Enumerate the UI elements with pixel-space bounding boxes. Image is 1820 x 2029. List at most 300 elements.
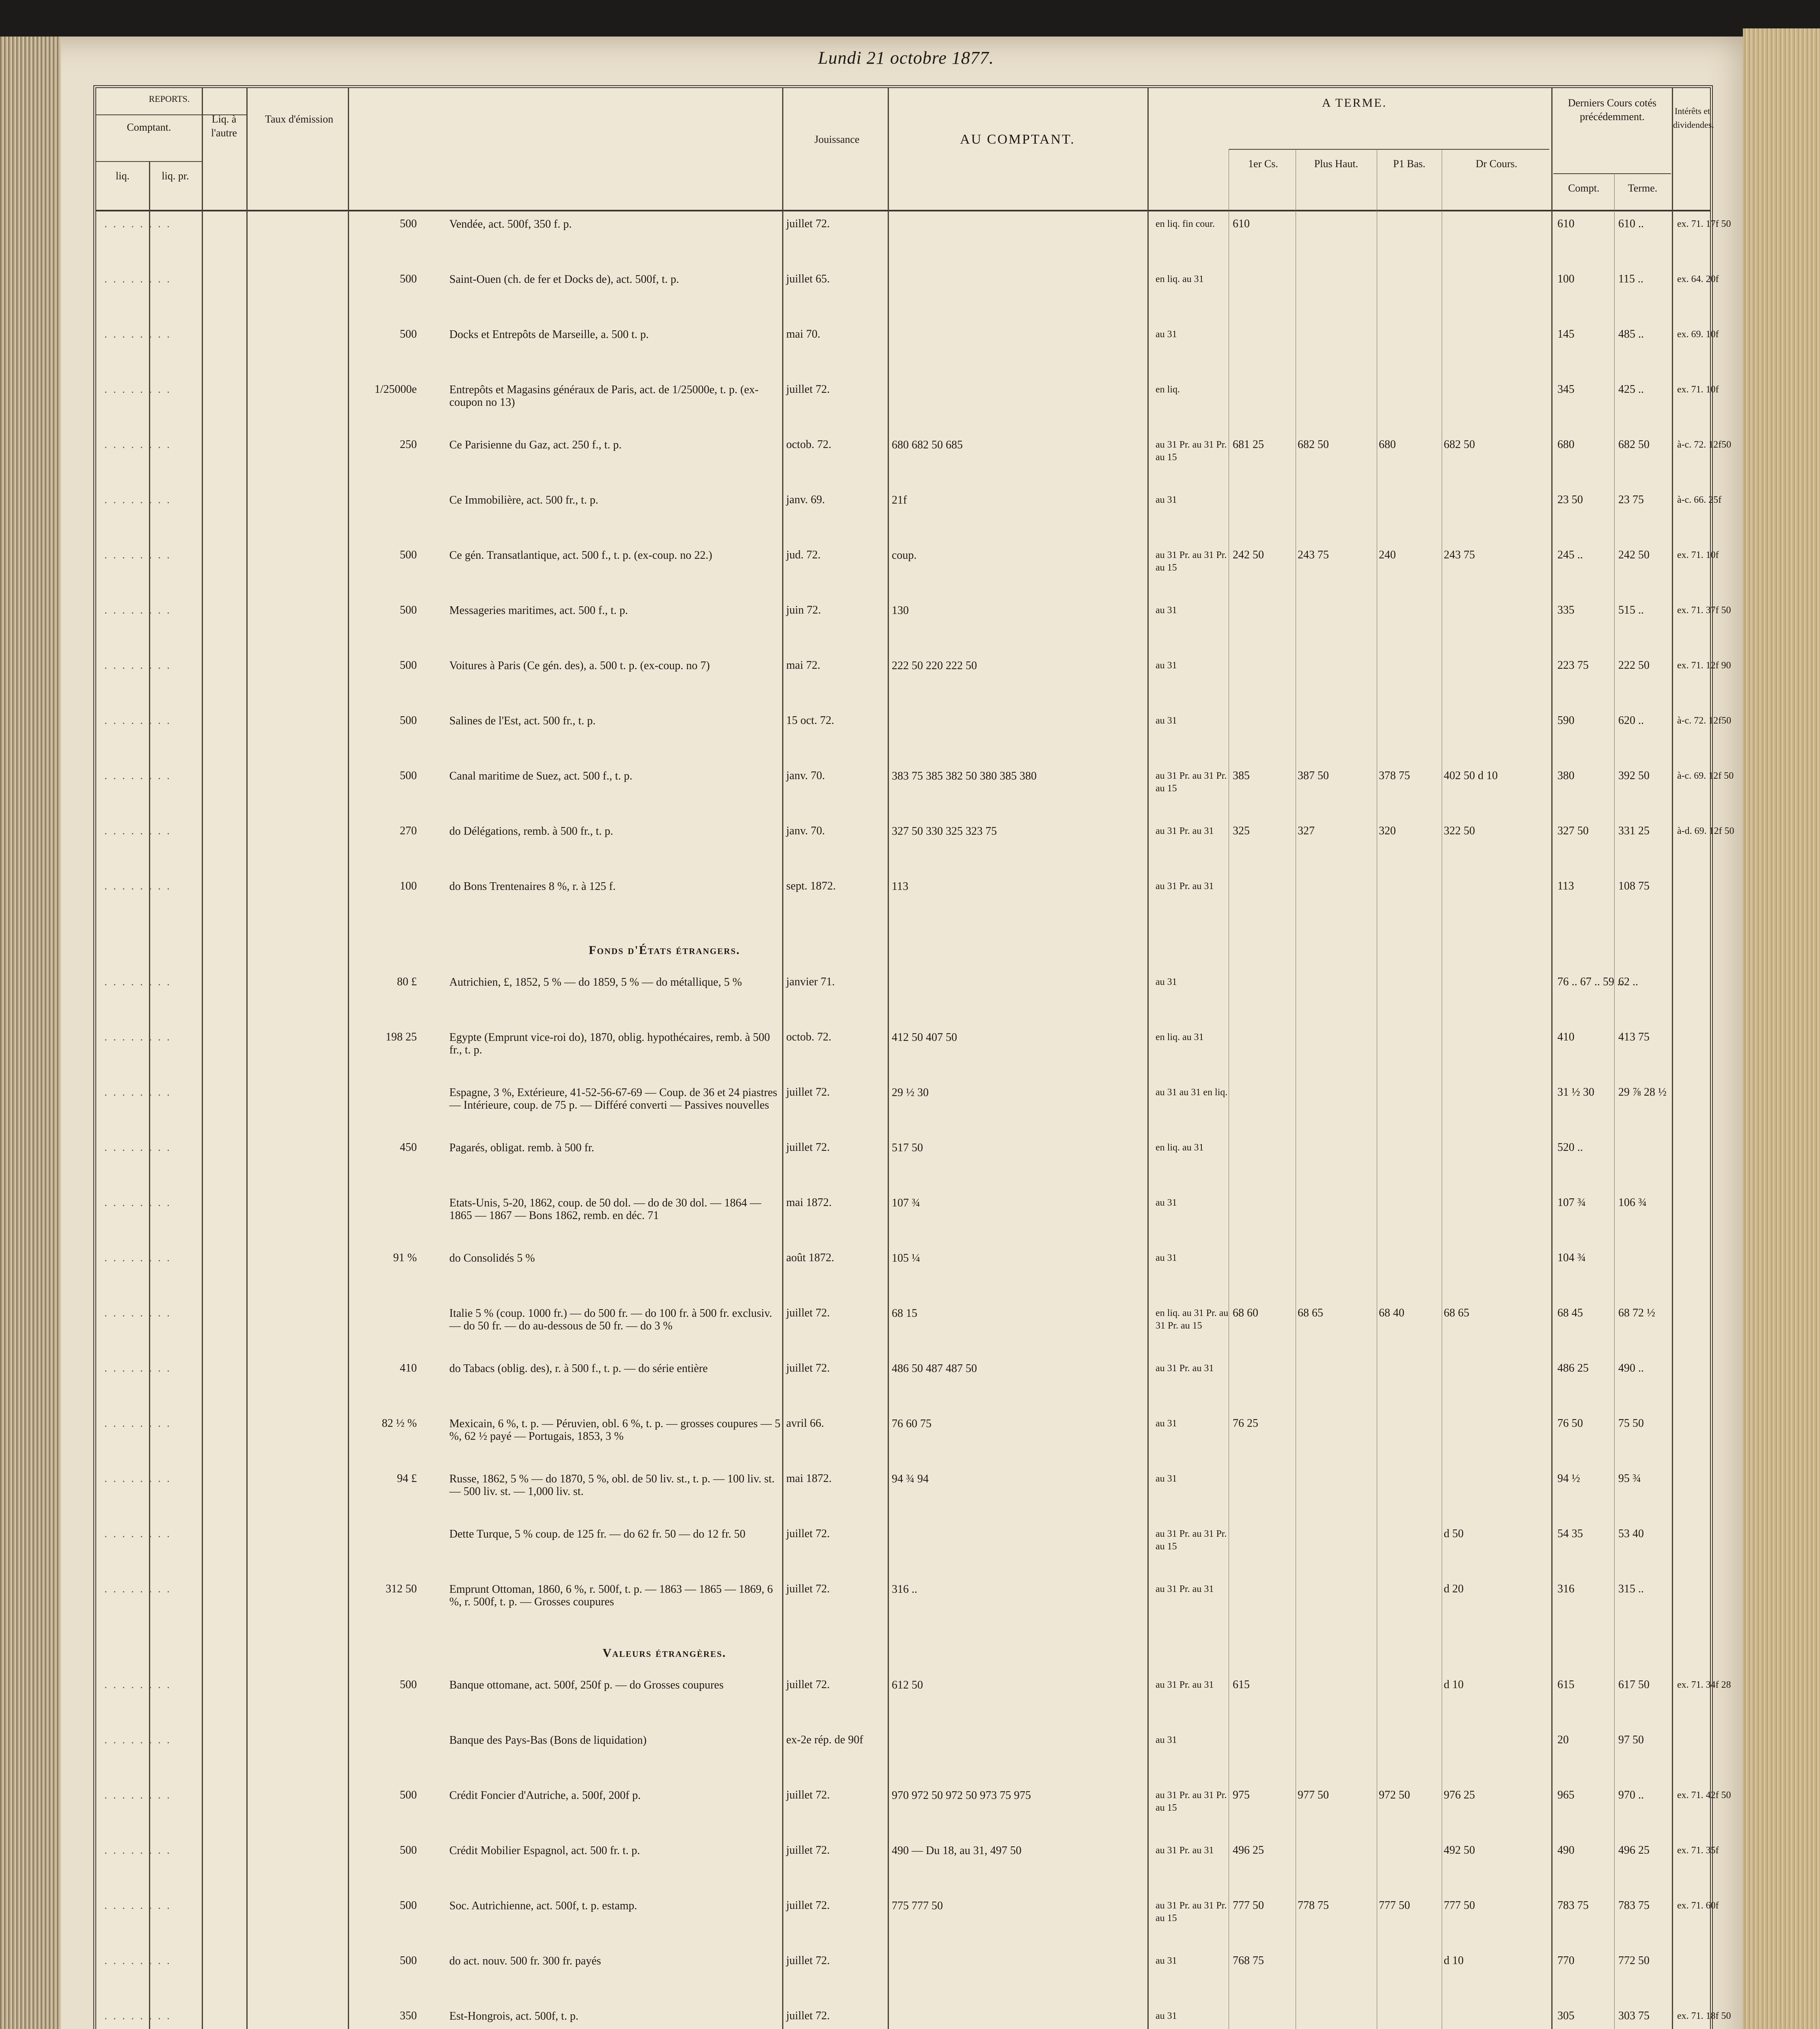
report-dots: . . . . . . . . (104, 880, 171, 892)
report-dots: . . . . . . . . (104, 1362, 171, 1374)
header-derniers-cours: Derniers Cours cotés précédemment. (1568, 97, 1657, 123)
cell-ech: au 31 Pr. au 31 (1156, 826, 1214, 836)
header-plus-bas: P1 Bas. (1393, 158, 1425, 170)
report-dots: . . . . . . . . (104, 1141, 171, 1154)
report-dots: . . . . . . . . (104, 1954, 171, 1967)
header-comptant: Comptant. (127, 121, 171, 133)
cell-ct: 29 ⅞ 28 ½ (1618, 1086, 1667, 1099)
cell-jouis: juillet 72. (786, 218, 830, 230)
cell-ct: 242 50 (1618, 549, 1650, 561)
cell-jouis: janv. 70. (786, 825, 825, 837)
cell-ech: au 31 Pr. au 31 Pr. au 15 (1156, 550, 1227, 573)
cell-int: ex. 71. 35f (1677, 1845, 1719, 1856)
report-dots: . . . . . . . . (104, 1583, 171, 1595)
cell-name: Egypte (Emprunt vice-roi do), 1870, oblig. hypothécaires, remb. à 500 fr., t. p. (449, 1031, 770, 1056)
cell-lo: 378 75 (1379, 769, 1410, 782)
header-jouissance: Jouissance (814, 134, 860, 145)
header-liq: liq. (116, 170, 129, 182)
cell-comp: 76 60 75 (892, 1417, 932, 1430)
table-header (96, 88, 1714, 211)
cell-ct: 62 .. (1618, 976, 1638, 988)
table-row (96, 1899, 1719, 1924)
cell-cc: 783 75 (1557, 1899, 1589, 1912)
table-row (96, 604, 1731, 629)
cell-comp: 29 ½ 30 (892, 1086, 929, 1099)
table-row (96, 1086, 1710, 1111)
cell-cc: 76 50 (1557, 1417, 1583, 1430)
cell-cc: 145 (1557, 328, 1574, 340)
table-row (96, 328, 1719, 353)
cell-int: ex. 71. 42f 50 (1677, 1790, 1731, 1801)
cell-ct: 392 50 (1618, 769, 1650, 782)
cell-int: à-c. 69. 12f 50 (1677, 771, 1734, 781)
cell-jouis: juillet 72. (786, 1362, 830, 1374)
cell-dc: 777 50 (1444, 1899, 1475, 1912)
cell-int: ex. 71. 10f (1677, 550, 1719, 560)
cell-ech: au 31 (1156, 1198, 1177, 1208)
cell-name: Pagarés, obligat. remb. à 500 fr. (449, 1142, 594, 1154)
cell-hi: 327 (1298, 825, 1315, 837)
cell-name: Voitures à Paris (Ce gén. des), a. 500 t. p. (ex-coup. no 7) (449, 659, 710, 672)
report-dots: . . . . . . . . (104, 1527, 171, 1540)
sheet-date: Lundi 21 octobre 1877. (818, 48, 994, 68)
header-rule (96, 114, 246, 115)
cell-ct: 783 75 (1618, 1899, 1650, 1912)
cell-int: ex. 71. 34f 28 (1677, 1680, 1731, 1690)
cell-titre: 450 (400, 1141, 417, 1154)
cell-titre: 500 (400, 273, 417, 285)
cell-cc: 76 .. 67 .. 59 .. (1557, 976, 1623, 988)
cell-hi: 977 50 (1298, 1789, 1329, 1801)
cell-cc: 410 (1557, 1031, 1574, 1043)
cell-cc: 223 75 (1557, 659, 1589, 672)
cell-comp: 970 972 50 972 50 973 75 975 (892, 1789, 1031, 1802)
cell-ct: 53 40 (1618, 1527, 1644, 1540)
cell-lo: 680 (1379, 438, 1396, 451)
report-dots: . . . . . . . . (104, 1031, 171, 1043)
cell-ech: au 31 Pr. au 31 Pr. au 15 (1156, 1790, 1227, 1813)
quotation-sheet (93, 48, 1734, 2029)
cell-ct: 485 .. (1618, 328, 1644, 340)
report-dots: . . . . . . . . (104, 1678, 171, 1691)
cell-name: do Tabacs (oblig. des), r. à 500 f., t. p. — do série entière (449, 1362, 708, 1375)
cell-name: do Consolidés 5 % (449, 1252, 535, 1264)
table-row (96, 1252, 1710, 1276)
cell-ech: au 31 Pr. au 31 Pr. au 15 (1156, 439, 1227, 463)
report-dots: . . . . . . . . (104, 383, 171, 396)
cell-jouis: janvier 71. (786, 976, 835, 988)
cell-ech: au 31 (1156, 1956, 1177, 1966)
cell-dc: 243 75 (1444, 549, 1475, 561)
cell-ct: 610 .. (1618, 218, 1644, 230)
table-row (96, 1417, 1710, 1442)
table-row (96, 769, 1734, 794)
cell-p1: 610 (1233, 218, 1250, 230)
cell-comp: coup. (892, 549, 917, 562)
report-dots: . . . . . . . . (104, 976, 171, 988)
cell-dc: d 10 (1444, 1678, 1464, 1691)
cell-ct: 496 25 (1618, 1844, 1650, 1857)
cell-titre: 80 £ (397, 976, 417, 988)
header-reports: REPORTS. (149, 94, 190, 104)
table-row (96, 549, 1719, 573)
cell-dc: 976 25 (1444, 1789, 1475, 1801)
cell-comp: 105 ¼ (892, 1252, 920, 1264)
cell-p1: 242 50 (1233, 549, 1264, 561)
cell-cc: 490 (1557, 1844, 1574, 1857)
header-compt: Compt. (1568, 182, 1600, 194)
cell-ech: au 31 (1156, 1735, 1177, 1745)
cell-hi: 778 75 (1298, 1899, 1329, 1912)
cell-titre: 500 (400, 549, 417, 561)
cell-titre: 82 ½ % (382, 1417, 417, 1430)
cell-int: ex. 71. 37f 50 (1677, 605, 1731, 616)
table-row (96, 493, 1722, 518)
cell-titre: 410 (400, 1362, 417, 1374)
cell-comp: 412 50 407 50 (892, 1031, 957, 1044)
report-dots: . . . . . . . . (104, 2010, 171, 2022)
cell-hi: 387 50 (1298, 769, 1329, 782)
cell-ech: en liq. au 31 Pr. au 31 Pr. au 15 (1156, 1308, 1229, 1331)
cell-ct: 413 75 (1618, 1031, 1650, 1043)
cell-comp: 517 50 (892, 1142, 923, 1154)
report-dots: . . . . . . . . (104, 714, 171, 727)
cell-jouis: juillet 72. (786, 1527, 830, 1540)
cell-jouis: juillet 72. (786, 1307, 830, 1319)
table-row (96, 1528, 1710, 1552)
cell-name: Salines de l'Est, act. 500 fr., t. p. (449, 715, 596, 727)
cell-jouis: janv. 70. (786, 769, 825, 782)
report-dots: . . . . . . . . (104, 438, 171, 451)
report-dots: . . . . . . . . (104, 273, 171, 285)
cell-ech: en liq. au 31 (1156, 274, 1204, 284)
cell-cc: 520 .. (1557, 1141, 1583, 1154)
table-row (96, 1734, 1710, 1758)
cell-ech: au 31 (1156, 495, 1177, 505)
cell-jouis: octob. 72. (786, 438, 832, 451)
cell-p1: 385 (1233, 769, 1250, 782)
cell-ech: au 31 Pr. au 31 (1156, 1845, 1214, 1856)
cell-name: do act. nouv. 500 fr. 300 fr. payés (449, 1955, 601, 1967)
table-row (96, 1473, 1710, 1497)
cell-ech: au 31 (1156, 977, 1177, 987)
cell-int: à-d. 69. 12f 50 (1677, 826, 1734, 836)
cell-jouis: sept. 1872. (786, 880, 836, 892)
cell-ech: en liq. au 31 (1156, 1142, 1204, 1153)
cell-ct: 772 50 (1618, 1954, 1650, 1967)
table-row (96, 1789, 1731, 1814)
report-dots: . . . . . . . . (104, 549, 171, 561)
cell-jouis: juillet 72. (786, 383, 830, 396)
cell-cc: 107 ¾ (1557, 1196, 1586, 1209)
cell-titre: 500 (400, 328, 417, 340)
cell-ech: au 31 (1156, 1253, 1177, 1263)
cell-jouis: mai 1872. (786, 1472, 832, 1485)
table-row (96, 1844, 1719, 1869)
cell-cc: 335 (1557, 604, 1574, 616)
cell-name: Espagne, 3 %, Extérieure, 41-52-56-67-69 — Coup. de 36 et 24 piastres — Intérieure, coup. de 75 p. — Différé converti — Passives nouvelles (449, 1086, 777, 1111)
cell-cc: 23 50 (1557, 493, 1583, 506)
table-row (96, 714, 1732, 739)
table-row (96, 880, 1710, 905)
cell-jouis: juillet 72. (786, 1954, 830, 1967)
cell-titre: 350 (400, 2010, 417, 2022)
cell-int: à-c. 66. 25f (1677, 495, 1722, 505)
cell-name: Soc. Autrichienne, act. 500f, t. p. estamp. (449, 1900, 637, 1912)
cell-p1: 975 (1233, 1789, 1250, 1801)
cell-jouis: avril 66. (786, 1417, 824, 1430)
cell-dc: 402 50 d 10 (1444, 769, 1498, 782)
report-dots: . . . . . . . . (104, 1086, 171, 1099)
cell-jouis: juillet 72. (786, 1899, 830, 1912)
table-row (96, 1955, 1710, 1979)
cell-ech: au 31 (1156, 660, 1177, 671)
cell-cc: 316 (1557, 1583, 1574, 1595)
cell-cc: 327 50 (1557, 825, 1589, 837)
cell-name: Mexicain, 6 %, t. p. — Péruvien, obl. 6 %, t. p. — grosses coupures — 5 %, 62 ½ payé — Portugais, 1853, 3 % (449, 1417, 781, 1443)
cell-p1: 777 50 (1233, 1899, 1264, 1912)
cell-jouis: juillet 72. (786, 1789, 830, 1801)
cell-name: Est-Hongrois, act. 500f, t. p. (449, 2010, 579, 2023)
cell-jouis: jud. 72. (786, 549, 821, 561)
cell-p1: 768 75 (1233, 1954, 1264, 1967)
cell-ech: au 31 (1156, 715, 1177, 726)
cell-int: ex. 71. 18f 50 (1677, 2011, 1731, 2021)
report-dots: . . . . . . . . (104, 604, 171, 616)
cell-int: ex. 71. 12f 90 (1677, 660, 1731, 671)
header-plus-haut: Plus Haut. (1314, 158, 1359, 170)
cell-name: Crédit Mobilier Espagnol, act. 500 fr. t. p. (449, 1844, 640, 1857)
cell-titre: 270 (400, 825, 417, 837)
cell-ech: au 31 (1156, 1418, 1177, 1429)
cell-comp: 486 50 487 487 50 (892, 1362, 977, 1375)
cell-cc: 590 (1557, 714, 1574, 727)
cell-p1: 496 25 (1233, 1844, 1264, 1857)
cell-dc: d 20 (1444, 1583, 1464, 1595)
cell-cc: 100 (1557, 273, 1574, 285)
cell-comp: 327 50 330 325 323 75 (892, 825, 997, 838)
table-row (96, 1197, 1710, 1221)
cell-ech: au 31 Pr. au 31 Pr. au 15 (1156, 771, 1227, 794)
cell-jouis: juillet 72. (786, 1086, 830, 1099)
cell-ech: au 31 Pr. au 31 (1156, 1680, 1214, 1690)
cell-cc: 54 35 (1557, 1527, 1583, 1540)
cell-ct: 303 75 (1618, 2010, 1650, 2022)
cell-jouis: mai 1872. (786, 1196, 832, 1209)
cell-titre: 500 (400, 1954, 417, 1967)
cell-int: à-c. 72. 12f50 (1677, 715, 1732, 726)
cell-cc: 245 .. (1557, 549, 1583, 561)
cell-name: Banque ottomane, act. 500f, 250f p. — do Grosses coupures (449, 1679, 724, 1691)
header-a-terme: A TERME. (1322, 96, 1387, 110)
table-row (96, 825, 1734, 849)
cell-ech: en liq. fin cour. (1156, 219, 1215, 229)
table-row (96, 1307, 1710, 1331)
page-edges (1743, 28, 1820, 2029)
cell-ct: 682 50 (1618, 438, 1650, 451)
cell-cc: 770 (1557, 1954, 1574, 1967)
cell-ech: au 31 Pr. au 31 (1156, 1584, 1214, 1594)
cell-dc: 322 50 (1444, 825, 1475, 837)
cell-titre: 312 50 (386, 1583, 417, 1595)
cell-p1: 68 60 (1233, 1307, 1258, 1319)
cell-titre: 500 (400, 659, 417, 672)
cell-ech: au 31 (1156, 2011, 1177, 2021)
cell-lo: 240 (1379, 549, 1396, 561)
cell-titre: 100 (400, 880, 417, 892)
cell-titre: 198 25 (386, 1031, 417, 1043)
cell-jouis: ex-2e rép. de 90f (786, 1734, 863, 1746)
cell-cc: 965 (1557, 1789, 1574, 1801)
cell-comp: 612 50 (892, 1679, 923, 1691)
cell-name: Russe, 1862, 5 % — do 1870, 5 %, obl. de 50 liv. st., t. p. — 100 liv. st. — 500 liv. st. — 1,000 liv. st. (449, 1473, 775, 1498)
cell-comp: 222 50 220 222 50 (892, 659, 977, 672)
cell-hi: 682 50 (1298, 438, 1329, 451)
report-dots: . . . . . . . . (104, 659, 171, 672)
cell-ech: en liq. au 31 (1156, 1032, 1204, 1043)
book-gutter (0, 37, 61, 2029)
cell-int: à-c. 72. 12f50 (1677, 439, 1732, 450)
cell-ct: 108 75 (1618, 880, 1650, 892)
cell-comp: 21f (892, 494, 907, 506)
cell-comp: 316 .. (892, 1583, 917, 1596)
cell-jouis: août 1872. (786, 1251, 835, 1264)
cell-cc: 610 (1557, 218, 1574, 230)
header-dernier-cours: Dr Cours. (1475, 158, 1518, 170)
table-row (96, 273, 1719, 297)
cell-cc: 104 ¾ (1557, 1251, 1586, 1264)
cell-dc: d 50 (1444, 1527, 1464, 1540)
cell-p1: 325 (1233, 825, 1250, 837)
cell-ech: en liq. (1156, 384, 1180, 395)
cell-cc: 615 (1557, 1678, 1574, 1691)
cell-p1: 681 25 (1233, 438, 1264, 451)
cell-ech: au 31 Pr. au 31 (1156, 881, 1214, 892)
cell-jouis: juillet 72. (786, 1141, 830, 1154)
report-dots: . . . . . . . . (104, 493, 171, 506)
cell-comp: 680 682 50 685 (892, 439, 963, 451)
cell-titre: 91 % (393, 1251, 417, 1264)
cell-int: ex. 71. 17f 50 (1677, 219, 1731, 229)
cell-ct: 331 25 (1618, 825, 1650, 837)
cell-dc: d 10 (1444, 1954, 1464, 1967)
cell-lo: 777 50 (1379, 1899, 1410, 1912)
cell-ct: 97 50 (1618, 1734, 1644, 1746)
report-dots: . . . . . . . . (104, 1789, 171, 1801)
section-heading-valeurs: Valeurs étrangères. (602, 1646, 727, 1660)
report-dots: . . . . . . . . (104, 1472, 171, 1485)
header-interets: Intérêts et dividendes. (1673, 106, 1714, 130)
cell-jouis: juillet 72. (786, 1844, 830, 1857)
cell-name: Saint-Ouen (ch. de fer et Docks de), act. 500f, t. p. (449, 273, 679, 286)
cell-name: Vendée, act. 500f, 350 f. p. (449, 218, 572, 230)
cell-jouis: juillet 72. (786, 1678, 830, 1691)
cell-jouis: juillet 72. (786, 1583, 830, 1595)
table-row (96, 438, 1732, 463)
cell-cc: 345 (1557, 383, 1574, 396)
cell-name: Messageries maritimes, act. 500 f., t. p. (449, 604, 628, 617)
cell-ct: 490 .. (1618, 1362, 1644, 1374)
cell-titre: 94 £ (397, 1472, 417, 1485)
cell-titre: 500 (400, 1899, 417, 1912)
cell-titre: 250 (400, 438, 417, 451)
report-dots: . . . . . . . . (104, 769, 171, 782)
cell-ct: 106 ¾ (1618, 1196, 1647, 1209)
table-row (96, 1362, 1710, 1387)
cell-cc: 380 (1557, 769, 1574, 782)
cell-comp: 68 15 (892, 1307, 917, 1320)
cell-cc: 680 (1557, 438, 1574, 451)
cell-ech: au 31 Pr. au 31 (1156, 1363, 1214, 1374)
report-dots: . . . . . . . . (104, 218, 171, 230)
cell-ct: 115 .. (1618, 273, 1643, 285)
cell-cc: 486 25 (1557, 1362, 1589, 1374)
cell-jouis: octob. 72. (786, 1031, 832, 1043)
cell-lo: 68 40 (1379, 1307, 1404, 1319)
cell-ct: 315 .. (1618, 1583, 1644, 1595)
cell-titre: 500 (400, 769, 417, 782)
cell-ct: 620 .. (1618, 714, 1644, 727)
cell-name: Crédit Foncier d'Autriche, a. 500f, 200f p. (449, 1789, 641, 1802)
cell-name: Canal maritime de Suez, act. 500 f., t. p. (449, 770, 632, 782)
header-liq-a-lautre: Liq. à l'autre (211, 113, 237, 139)
cell-jouis: juillet 65. (786, 273, 830, 285)
cell-comp: 113 (892, 880, 908, 893)
cell-int: ex. 71. 10f (1677, 384, 1719, 395)
table-row (96, 1678, 1731, 1703)
cell-jouis: janv. 69. (786, 493, 825, 506)
cell-ech: au 31 au 31 en liq. (1156, 1087, 1228, 1098)
cell-name: Ce Immobilière, act. 500 fr., t. p. (449, 494, 599, 506)
cell-ct: 425 .. (1618, 383, 1644, 396)
header-rule (1553, 173, 1671, 174)
report-dots: . . . . . . . . (104, 328, 171, 340)
cell-ech: au 31 Pr. au 31 Pr. au 15 (1156, 1529, 1227, 1552)
cell-cc: 305 (1557, 2010, 1574, 2022)
section-heading-fonds: Fonds d'États étrangers. (589, 943, 740, 957)
cell-int: ex. 69. 10f (1677, 329, 1719, 340)
cell-ct: 515 .. (1618, 604, 1644, 616)
header-taux: Taux d'émission (265, 113, 334, 125)
cell-cc: 68 45 (1557, 1307, 1583, 1319)
cell-jouis: juin 72. (786, 604, 821, 616)
report-dots: . . . . . . . . (104, 1251, 171, 1264)
table-row (96, 2010, 1731, 2029)
table-row (96, 1031, 1710, 1055)
cell-ct: 222 50 (1618, 659, 1650, 672)
cell-ct: 75 50 (1618, 1417, 1644, 1430)
cell-ech: au 31 (1156, 329, 1177, 340)
cell-dc: 68 65 (1444, 1307, 1469, 1319)
cell-name: Dette Turque, 5 % coup. de 125 fr. — do 62 fr. 50 — do 12 fr. 50 (449, 1528, 746, 1540)
cell-lo: 320 (1379, 825, 1396, 837)
cell-name: Banque des Pays-Bas (Bons de liquidation) (449, 1734, 647, 1747)
cell-jouis: mai 72. (786, 659, 820, 672)
cell-int: ex. 71. 60f (1677, 1900, 1719, 1911)
cell-titre: 500 (400, 1678, 417, 1691)
cell-name: Ce gén. Transatlantique, act. 500 f., t. p. (ex-coup. no 22.) (449, 549, 712, 562)
table-row (96, 1142, 1710, 1166)
cell-dc: 492 50 (1444, 1844, 1475, 1857)
cell-p1: 76 25 (1233, 1417, 1258, 1430)
cell-comp: 775 777 50 (892, 1900, 943, 1912)
report-dots: . . . . . . . . (104, 1734, 171, 1746)
table-row (96, 659, 1731, 684)
cell-name: Ce Parisienne du Gaz, act. 250 f., t. p. (449, 439, 622, 451)
cell-ct: 23 75 (1618, 493, 1644, 506)
header-rule (1229, 149, 1549, 150)
cell-int: ex. 64. 20f (1677, 274, 1719, 284)
